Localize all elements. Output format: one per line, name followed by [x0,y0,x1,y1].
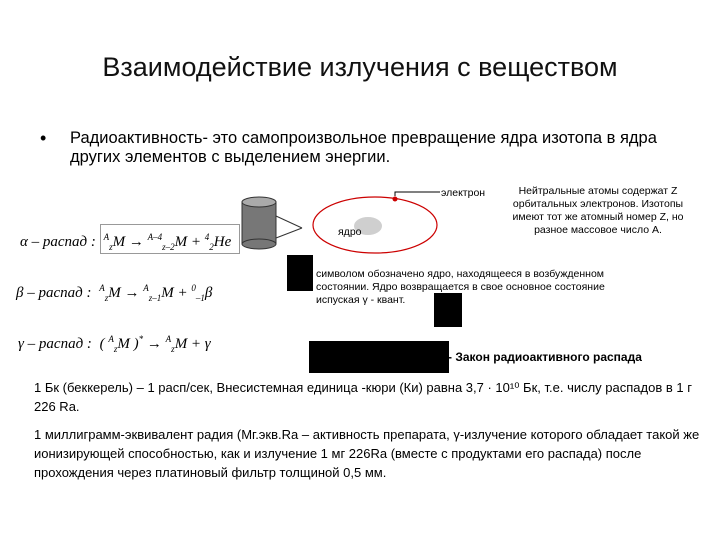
neutral-atoms-note: Нейтральные атомы содержат Z орбитальных электронов. Изотопы имеют тот же атомный номер Z, но разное массовое число А. [512,185,684,236]
beta-decay-label: β – распад : [16,285,92,301]
source-cylinder-icon [234,192,304,262]
excited-nucleus-note: символом обозначено ядро, находящееся в возбужденном состоянии. Ядро возвращается в свое основное состояние испуская γ - квант. [316,268,605,306]
image-placeholder-2 [434,293,462,327]
decay-law-formula-placeholder [309,341,449,373]
electron-label: электрон [441,187,486,199]
gamma-decay-equation: γ – распад : ( $^A_z$M )* → $^A_z$M + γ [18,334,211,354]
alpha-equation-frame [100,224,240,254]
decay-law-label: - Закон радиоактивного распада [448,350,642,364]
alpha-decay-label: α – распад : [20,234,96,250]
milligram-paragraph: 1 миллиграмм-эквивалент радия (Мг.экв.Ra – активность препарата, γ-излучение которого обладает такой же ионизирующей способностью, как и излучение 1 мг 226Ra (вместе с продуктами его распада) после прохождения через платиновый фильтр толщиной 0,5 мм. [34,427,700,480]
becquerel-paragraph: 1 Бк (беккерель) – 1 расп/сек, Внесистемная единица -кюри (Ки) равна 3,7 · 10¹⁰ Бк, т.е. числу распадов в 1 г 226 Ra. [34,380,692,414]
electron-icon [393,197,398,202]
image-placeholder-1 [287,255,313,291]
nucleus-label: ядро [338,226,362,238]
alpha-decay-equation: α – распад : $^A_z$M → $^{A-4}_{z-2}$M + $^4_2$He [20,232,232,252]
gamma-decay-label: γ – распад : [18,336,92,352]
bullet-marker: • [40,128,47,148]
slide-title: Взаимодействие излучения с веществом [102,52,618,82]
radioactivity-definition: Радиоактивность- это самопроизвольное превращение ядра изотопа в ядра других элементов с выделением энергии. [70,129,657,166]
beta-decay-equation: β – распад : $^A_z$M → $^A_{z-1}$M + $^0_{-1}$β [16,283,213,303]
